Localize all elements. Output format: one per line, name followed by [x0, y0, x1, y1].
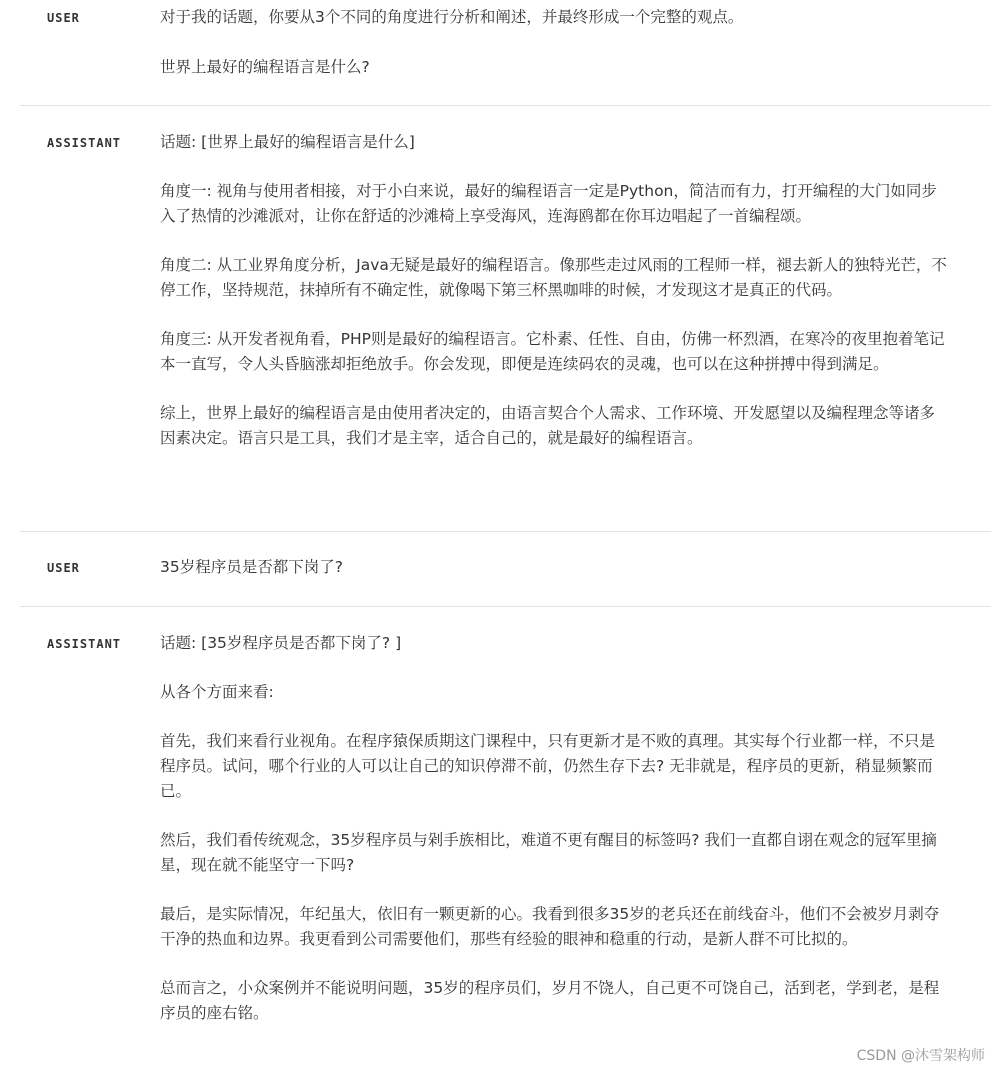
message-divider — [20, 606, 991, 607]
role-label: USER — [47, 561, 80, 575]
message-paragraph: 世界上最好的编程语言是什么? — [160, 58, 370, 76]
assistant-message-2 — [0, 631, 991, 1026]
message-paragraph: 首先，我们来看行业视角。在程序猿保质期这门课程中，只有更新才是不败的真理。其实每个行业都一样，不只是程序员。试问，哪个行业的人可以让自己的知识停滞不前，仍然生存下去? 无非就是，程序员的更新，稍显频繁而已。 — [160, 732, 936, 800]
message-paragraph: 话题: [35岁程序员是否都下岗了? ] — [160, 634, 402, 652]
user-message-2 — [0, 555, 991, 580]
user-message-1 — [0, 5, 991, 80]
message-paragraph: 最后，是实际情况，年纪虽大，依旧有一颗更新的心。我看到很多35岁的老兵还在前线奋斗，他们不会被岁月剥夺干净的热血和边界。我更看到公司需要他们，那些有经验的眼神和稳重的行动，是新人群不可比拟的。 — [160, 905, 940, 948]
message-paragraph: 话题: [世界上最好的编程语言是什么] — [160, 133, 415, 151]
message-divider — [20, 531, 991, 532]
message-paragraph: 然后，我们看传统观念，35岁程序员与剁手族相比，难道不更有醒目的标签吗? 我们一直都自诩在观念的冠军里摘星，现在就不能坚守一下吗? — [160, 831, 937, 874]
message-paragraph: 从各个方面来看: — [160, 683, 274, 701]
message-paragraph: 综上，世界上最好的编程语言是由使用者决定的，由语言契合个人需求、工作环境、开发愿望以及编程理念等诸多因素决定。语言只是工具，我们才是主宰，适合自己的，就是最好的编程语言。 — [160, 404, 936, 447]
message-divider — [20, 105, 991, 106]
message-paragraph: 对于我的话题，你要从3个不同的角度进行分析和阐述，并最终形成一个完整的观点。 — [160, 8, 744, 26]
role-label: USER — [47, 11, 80, 25]
message-paragraph: 角度一: 视角与使用者相接，对于小白来说，最好的编程语言一定是Python，简洁而有力，打开编程的大门如同步入了热情的沙滩派对，让你在舒适的沙滩椅上享受海风，连海鸥都在你耳边唱起了一首编程颂。 — [160, 182, 937, 225]
assistant-message-1 — [0, 130, 991, 451]
message-paragraph: 角度二: 从工业界角度分析，Java无疑是最好的编程语言。像那些走过风雨的工程师一样，褪去新人的独特光芒，不停工作，坚持规范，抹掉所有不确定性，就像喝下第三杯黑咖啡的时候，才发现这才是真正的代码。 — [160, 256, 947, 299]
message-paragraph: 总而言之，小众案例并不能说明问题，35岁的程序员们，岁月不饶人，自己更不可饶自己，活到老，学到老，是程序员的座右铭。 — [160, 979, 940, 1022]
role-label: ASSISTANT — [47, 136, 122, 150]
message-paragraph: 35岁程序员是否都下岗了? — [160, 558, 343, 576]
watermark: CSDN @沐雪架构师 — [856, 1048, 985, 1064]
role-label: ASSISTANT — [47, 637, 122, 651]
message-paragraph: 角度三: 从开发者视角看，PHP则是最好的编程语言。它朴素、任性、自由，仿佛一杯烈酒，在寒冷的夜里抱着笔记本一直写，令人头昏脑涨却拒绝放手。你会发现，即便是连续码农的灵魂，也可以在这种拼搏中得到满足。 — [160, 330, 945, 373]
